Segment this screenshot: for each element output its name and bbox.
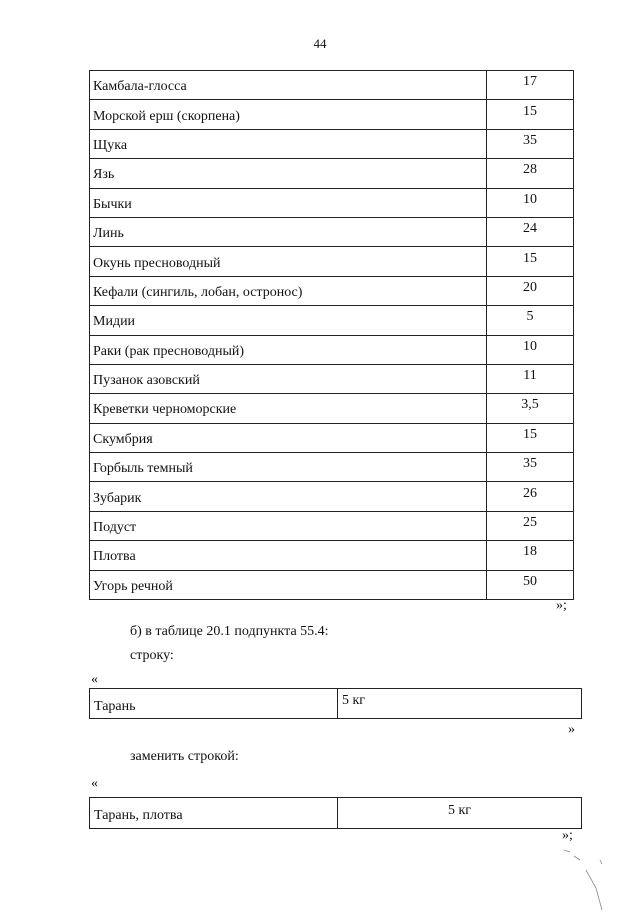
fish-value-cell: 24 bbox=[487, 217, 574, 246]
row-label: строку: bbox=[130, 648, 174, 663]
table-row bbox=[90, 217, 574, 246]
table-row bbox=[90, 511, 574, 540]
closing-quote: » bbox=[568, 722, 575, 737]
fish-value-cell: 15 bbox=[487, 100, 574, 129]
new-row-value: 5 кг bbox=[338, 798, 582, 829]
old-row-table bbox=[89, 688, 582, 719]
table-row bbox=[90, 276, 574, 305]
table-row bbox=[90, 129, 574, 158]
table-row bbox=[90, 394, 574, 423]
fish-name-cell: Морской ерш (скорпена) bbox=[90, 100, 487, 129]
fish-value-cell: 3,5 bbox=[487, 394, 574, 423]
closing-quote: »; bbox=[556, 598, 567, 613]
fish-value-cell: 17 bbox=[487, 71, 574, 100]
fish-name-cell: Скумбрия bbox=[90, 423, 487, 452]
closing-quote: »; bbox=[562, 828, 573, 843]
amendment-item-b: б) в таблице 20.1 подпункта 55.4: bbox=[130, 624, 329, 639]
table-row bbox=[90, 71, 574, 100]
table-row bbox=[90, 798, 582, 829]
table-row bbox=[90, 541, 574, 570]
fish-value-cell: 26 bbox=[487, 482, 574, 511]
table-row bbox=[90, 364, 574, 393]
fish-value-cell: 15 bbox=[487, 423, 574, 452]
replace-label: заменить строкой: bbox=[130, 749, 239, 764]
fish-name-cell: Пузанок азовский bbox=[90, 364, 487, 393]
table-row bbox=[90, 482, 574, 511]
fish-value-cell: 10 bbox=[487, 335, 574, 364]
table-row bbox=[90, 188, 574, 217]
table-row bbox=[90, 689, 582, 719]
new-row-table bbox=[89, 797, 582, 829]
fish-value-cell: 20 bbox=[487, 276, 574, 305]
fish-name-cell: Креветки черноморские bbox=[90, 394, 487, 423]
fish-name-cell: Язь bbox=[90, 159, 487, 188]
fish-value-cell: 11 bbox=[487, 364, 574, 393]
fish-name-cell: Подуст bbox=[90, 511, 487, 540]
table-row bbox=[90, 247, 574, 276]
fish-name-cell: Линь bbox=[90, 217, 487, 246]
opening-quote: « bbox=[91, 776, 98, 791]
table-row bbox=[90, 100, 574, 129]
table-row bbox=[90, 453, 574, 482]
fish-value-cell: 35 bbox=[487, 129, 574, 158]
fish-value-cell: 35 bbox=[487, 453, 574, 482]
fish-name-cell: Угорь речной bbox=[90, 570, 487, 599]
fish-name-cell: Бычки bbox=[90, 188, 487, 217]
fish-table-body bbox=[90, 71, 574, 600]
fish-name-cell: Зубарик bbox=[90, 482, 487, 511]
old-row-name: Тарань bbox=[90, 689, 338, 719]
fish-name-cell: Раки (рак пресноводный) bbox=[90, 335, 487, 364]
fish-value-cell: 25 bbox=[487, 511, 574, 540]
old-row-value: 5 кг bbox=[338, 689, 582, 719]
new-row-name: Тарань, плотва bbox=[90, 798, 338, 829]
fish-value-cell: 5 bbox=[487, 306, 574, 335]
scan-marks bbox=[556, 840, 616, 920]
table-row bbox=[90, 423, 574, 452]
page-number: 44 bbox=[313, 36, 327, 51]
fish-name-cell: Кефали (сингиль, лобан, остронос) bbox=[90, 276, 487, 305]
table-row bbox=[90, 335, 574, 364]
fish-name-cell: Плотва bbox=[90, 541, 487, 570]
fish-name-cell: Горбыль темный bbox=[90, 453, 487, 482]
table-row bbox=[90, 570, 574, 599]
fish-name-cell: Окунь пресноводный bbox=[90, 247, 487, 276]
fish-value-cell: 18 bbox=[487, 541, 574, 570]
fish-name-cell: Щука bbox=[90, 129, 487, 158]
fish-value-cell: 50 bbox=[487, 570, 574, 599]
table-row bbox=[90, 159, 574, 188]
fish-value-cell: 15 bbox=[487, 247, 574, 276]
fish-name-cell: Мидии bbox=[90, 306, 487, 335]
fish-name-cell: Камбала-глосса bbox=[90, 71, 487, 100]
fish-catch-table bbox=[89, 70, 574, 600]
fish-value-cell: 28 bbox=[487, 159, 574, 188]
table-row bbox=[90, 306, 574, 335]
fish-value-cell: 10 bbox=[487, 188, 574, 217]
opening-quote: « bbox=[91, 672, 98, 687]
